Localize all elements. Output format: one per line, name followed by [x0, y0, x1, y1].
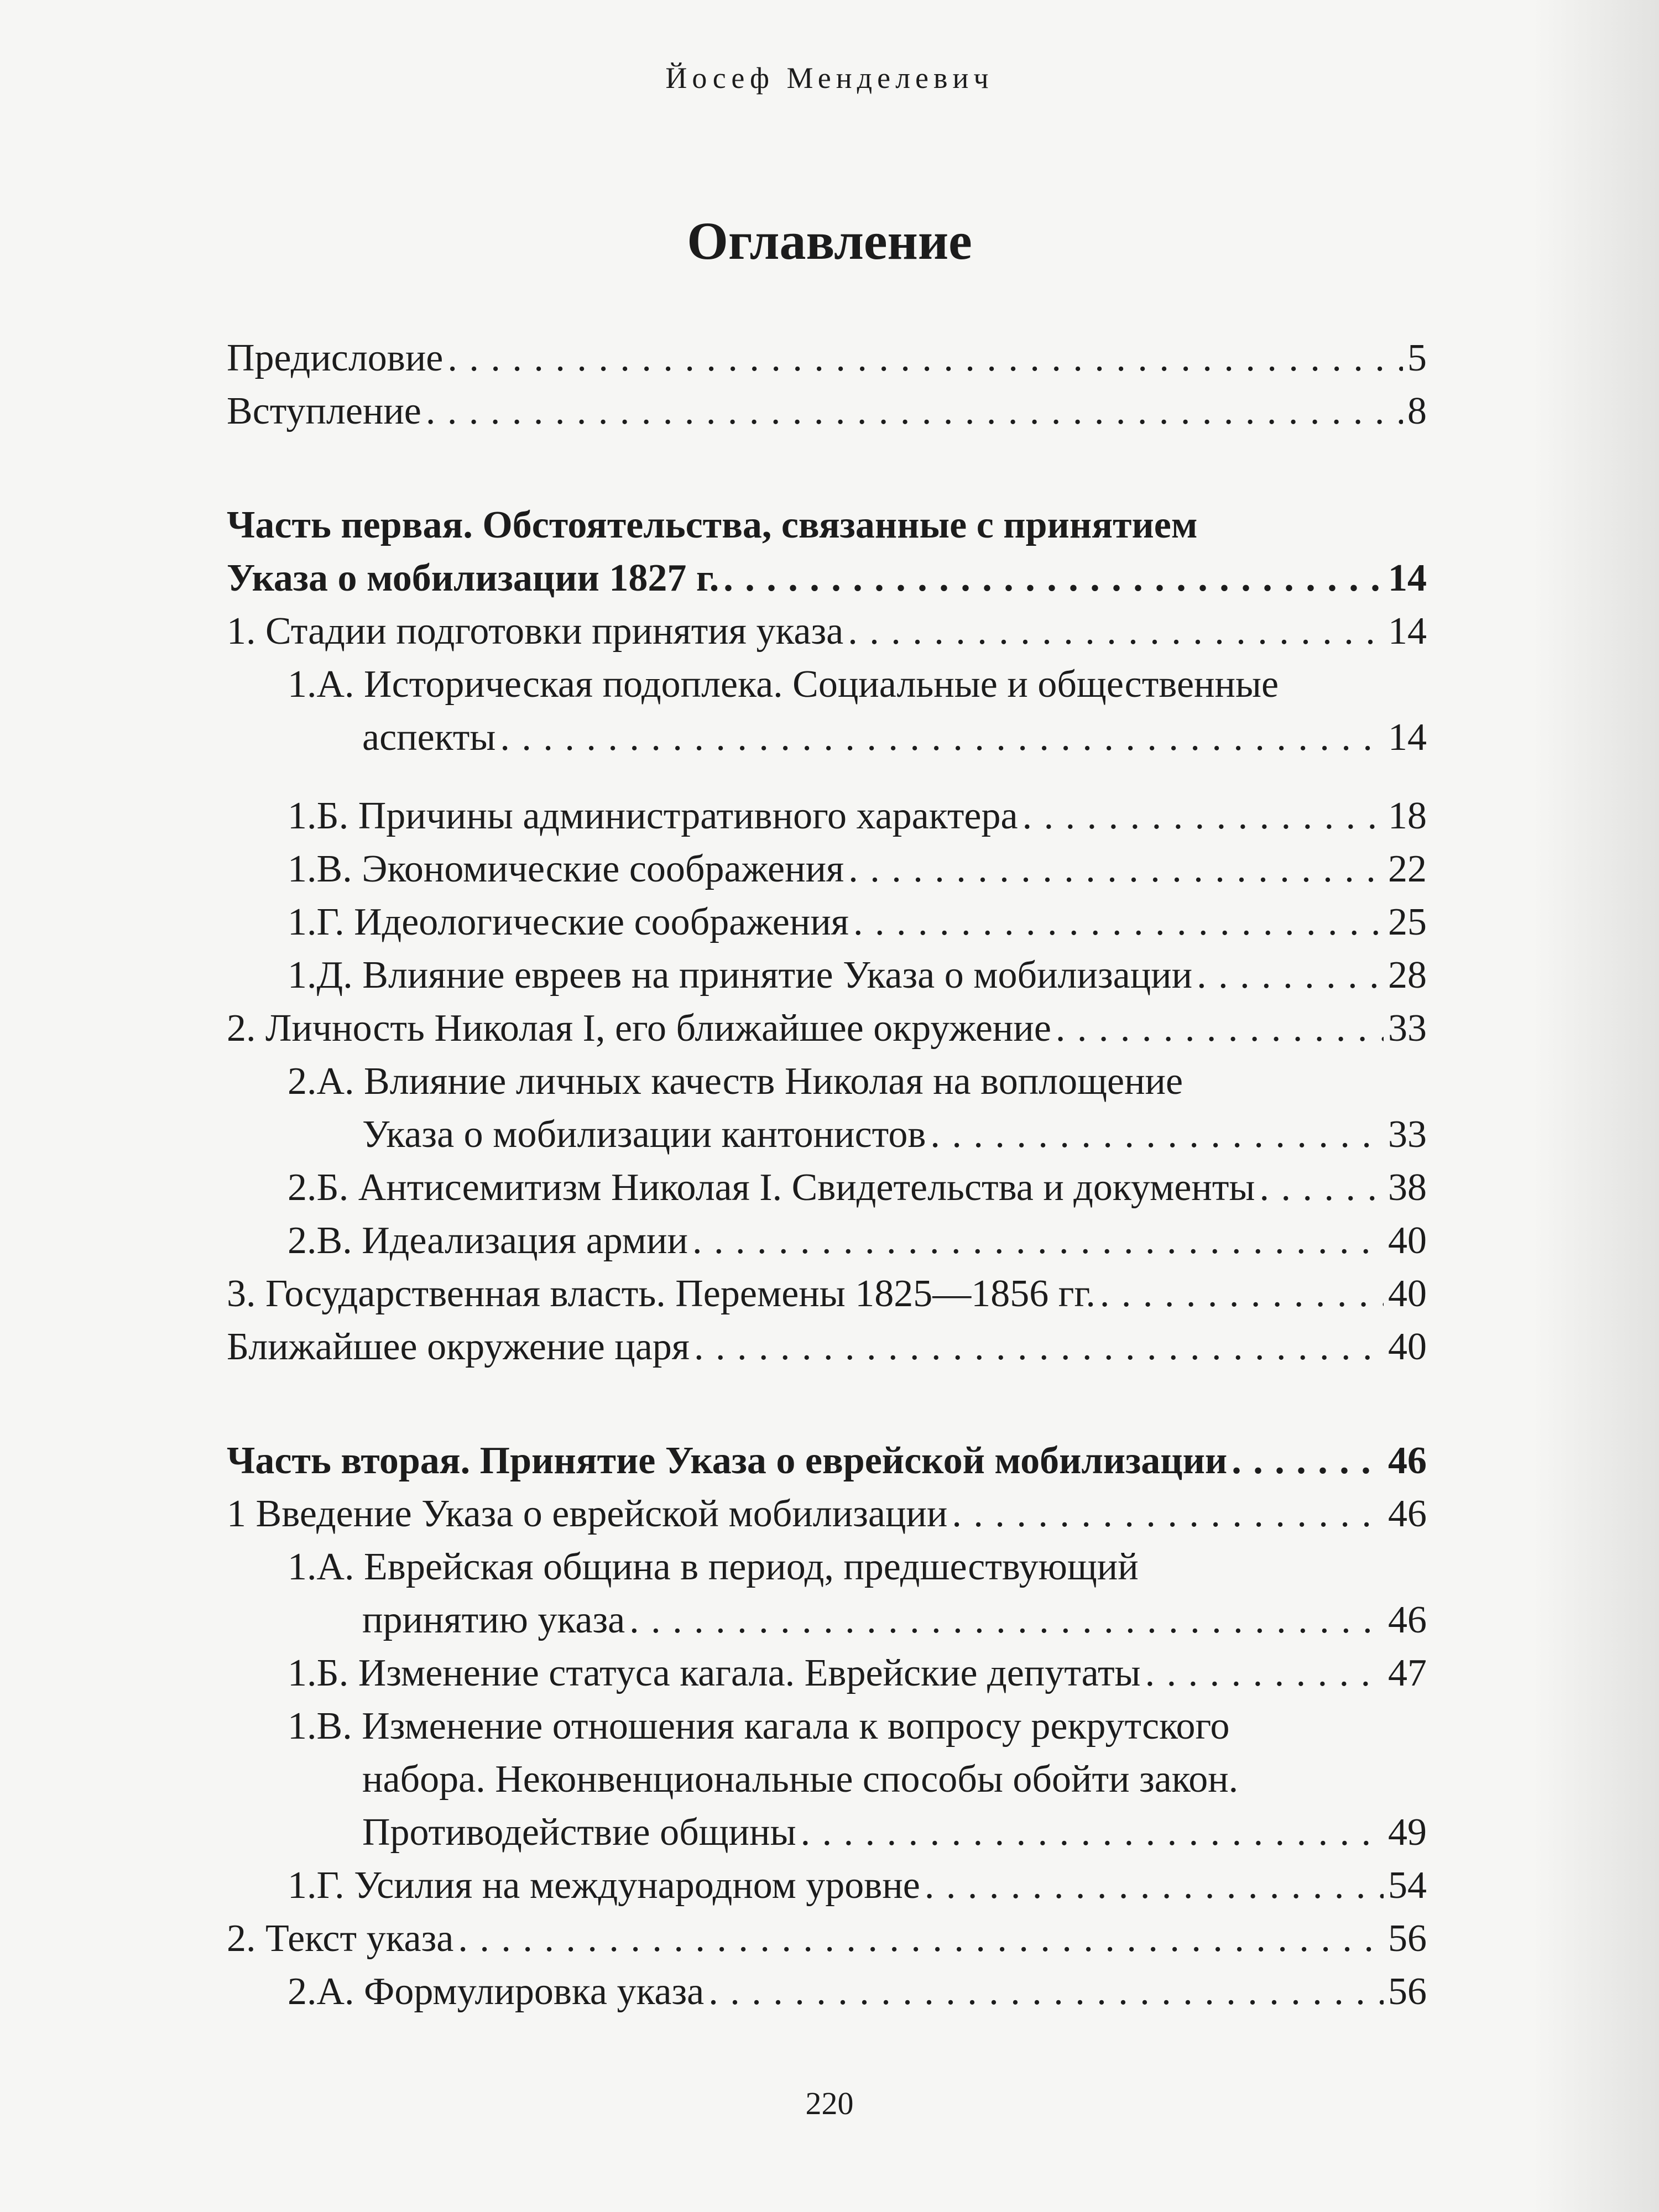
toc-entry-label: 1.Д. Влияние евреев на принятие Указа о мобилизации: [288, 954, 1193, 997]
dot-leader: [694, 1321, 1384, 1374]
dot-leader: [925, 1859, 1384, 1912]
toc-entry-page: 56: [1388, 1970, 1427, 2013]
toc-entry-s2v: [227, 1214, 1427, 1267]
dot-leader: [1022, 790, 1384, 843]
toc-entry-page: 46: [1388, 1439, 1427, 1482]
toc-entry-label: 1 Введение Указа о еврейской мобилизации: [227, 1493, 948, 1535]
toc-entry-page: 14: [1388, 557, 1427, 599]
toc-entry-page: 14: [1388, 716, 1427, 759]
dot-leader: [629, 1594, 1384, 1647]
dot-leader: [458, 1912, 1384, 1965]
dot-leader: [1232, 1434, 1384, 1488]
toc-entry-page: 8: [1407, 390, 1427, 432]
running-header: Йосеф Менделевич: [665, 61, 994, 95]
toc-entry-label: Предисловие: [227, 337, 444, 379]
toc-entry-label: Ближайшее окружение царя: [227, 1326, 690, 1368]
toc-entry-label: 3. Государственная власть. Перемены 1825—1856 гг.: [227, 1272, 1095, 1315]
toc-entry-label: принятию указа: [362, 1599, 625, 1641]
toc-p2s1v-line2: набора. Неконвенциональные способы обойти закон.: [362, 1758, 1239, 1801]
toc-entry-label: Противодействие общины: [362, 1811, 796, 1854]
toc-entry-p2s1: [227, 1488, 1427, 1541]
toc-entry-label: 1.Г. Усилия на международном уровне: [288, 1864, 920, 1907]
dot-leader: [723, 552, 1384, 605]
toc-entry-p2s1v: [227, 1806, 1427, 1859]
dot-leader: [692, 1214, 1384, 1267]
toc-entry-label: 1.Г. Идеологические соображения: [288, 901, 849, 943]
toc-entry-s1g: [227, 896, 1427, 949]
toc-entry-page: 14: [1388, 610, 1427, 653]
page-number: 220: [805, 2085, 854, 2121]
toc-entry-label: Указа о мобилизации кантонистов: [362, 1113, 926, 1156]
toc-entry-label: Часть вторая. Принятие Указа о еврейской мобилизации: [227, 1439, 1228, 1482]
toc-entry-label: Указа о мобилизации 1827 г.: [227, 557, 719, 599]
toc-entry-page: 28: [1388, 954, 1427, 997]
toc-entry-p2s1b: [227, 1647, 1427, 1700]
dot-leader: [848, 843, 1384, 896]
toc-entry-s3: [227, 1267, 1427, 1321]
toc-entry-page: 40: [1388, 1272, 1427, 1315]
toc-entry-p2s2: [227, 1912, 1427, 1965]
toc-p2s1a-line1: 1.А. Еврейская община в период, предшествующий: [288, 1546, 1139, 1588]
toc-entry-part1: [227, 552, 1427, 605]
dot-leader: [1056, 1002, 1384, 1055]
dot-leader: [801, 1806, 1384, 1859]
toc-s1a-line1: 1.А. Историческая подоплека. Социальные и общественные: [288, 663, 1279, 706]
toc-entry-page: 5: [1407, 337, 1427, 379]
toc-p2s1v-line1: 1.В. Изменение отношения кагала к вопросу рекрутского: [288, 1705, 1230, 1747]
toc-entry-s2a: [227, 1108, 1427, 1161]
toc-entry-label: 1.Б. Причины административного характера: [288, 795, 1018, 837]
toc-entry-p2s1a: [227, 1594, 1427, 1647]
toc-entry-label: аспекты: [362, 716, 496, 759]
toc-entry-s2b: [227, 1161, 1427, 1214]
table-of-contents: [227, 332, 1427, 2018]
toc-entry-p2s2a: [227, 1965, 1427, 2018]
dot-leader: [708, 1965, 1384, 2018]
dot-leader: [853, 896, 1384, 949]
toc-entry-page: 38: [1388, 1166, 1427, 1209]
toc-entry-label: 2. Личность Николая I, его ближайшее окружение: [227, 1007, 1051, 1050]
toc-entry-s1b: [227, 790, 1427, 843]
toc-entry-label: 2.Б. Антисемитизм Николая I. Свидетельства и документы: [288, 1166, 1255, 1209]
toc-entry-p2s1g: [227, 1859, 1427, 1912]
toc-entry-page: 18: [1388, 795, 1427, 837]
toc-entry-label: 1.Б. Изменение статуса кагала. Еврейские депутаты: [288, 1652, 1141, 1694]
toc-part1-line1: Часть первая. Обстоятельства, связанные с принятием: [227, 504, 1198, 546]
dot-leader: [930, 1108, 1384, 1161]
toc-entry-label: 2.А. Формулировка указа: [288, 1970, 705, 2013]
toc-entry-page: 54: [1388, 1864, 1427, 1907]
toc-entry-label: 2. Текст указа: [227, 1917, 454, 1960]
dot-leader: [952, 1488, 1384, 1541]
toc-entry-page: 46: [1388, 1493, 1427, 1535]
dot-leader: [1197, 949, 1384, 1002]
page-edge-shadow: [1532, 0, 1659, 2212]
toc-entry-circle: [227, 1321, 1427, 1374]
dot-leader: [848, 605, 1384, 658]
dot-leader: [426, 385, 1403, 438]
toc-s2a-line1: 2.А. Влияние личных качеств Николая на воплощение: [288, 1060, 1183, 1103]
toc-entry-intro: [227, 385, 1427, 438]
toc-entry-page: 22: [1388, 848, 1427, 890]
toc-title: Оглавление: [687, 211, 972, 270]
toc-entry-page: 33: [1388, 1007, 1427, 1050]
toc-entry-preface: [227, 332, 1427, 385]
toc-entry-s1: [227, 605, 1427, 658]
toc-entry-part2: [227, 1434, 1427, 1488]
toc-entry-page: 25: [1388, 901, 1427, 943]
toc-entry-label: 2.В. Идеализация армии: [288, 1219, 688, 1262]
dot-leader: [1259, 1161, 1384, 1214]
dot-leader: [500, 711, 1384, 764]
toc-entry-page: 46: [1388, 1599, 1427, 1641]
toc-entry-label: 1. Стадии подготовки принятия указа: [227, 610, 844, 653]
toc-entry-label: 1.В. Экономические соображения: [288, 848, 844, 890]
toc-entry-page: 56: [1388, 1917, 1427, 1960]
toc-entry-page: 33: [1388, 1113, 1427, 1156]
toc-entry-s1a: [227, 711, 1427, 764]
dot-leader: [1100, 1267, 1384, 1321]
dot-leader: [1145, 1647, 1384, 1700]
dot-leader: [447, 332, 1403, 385]
toc-entry-s2: [227, 1002, 1427, 1055]
toc-entry-page: 40: [1388, 1326, 1427, 1368]
toc-entry-page: 47: [1388, 1652, 1427, 1694]
toc-entry-s1v: [227, 843, 1427, 896]
toc-entry-page: 40: [1388, 1219, 1427, 1262]
toc-entry-s1d: [227, 949, 1427, 1002]
toc-entry-label: Вступление: [227, 390, 421, 432]
toc-entry-page: 49: [1388, 1811, 1427, 1854]
